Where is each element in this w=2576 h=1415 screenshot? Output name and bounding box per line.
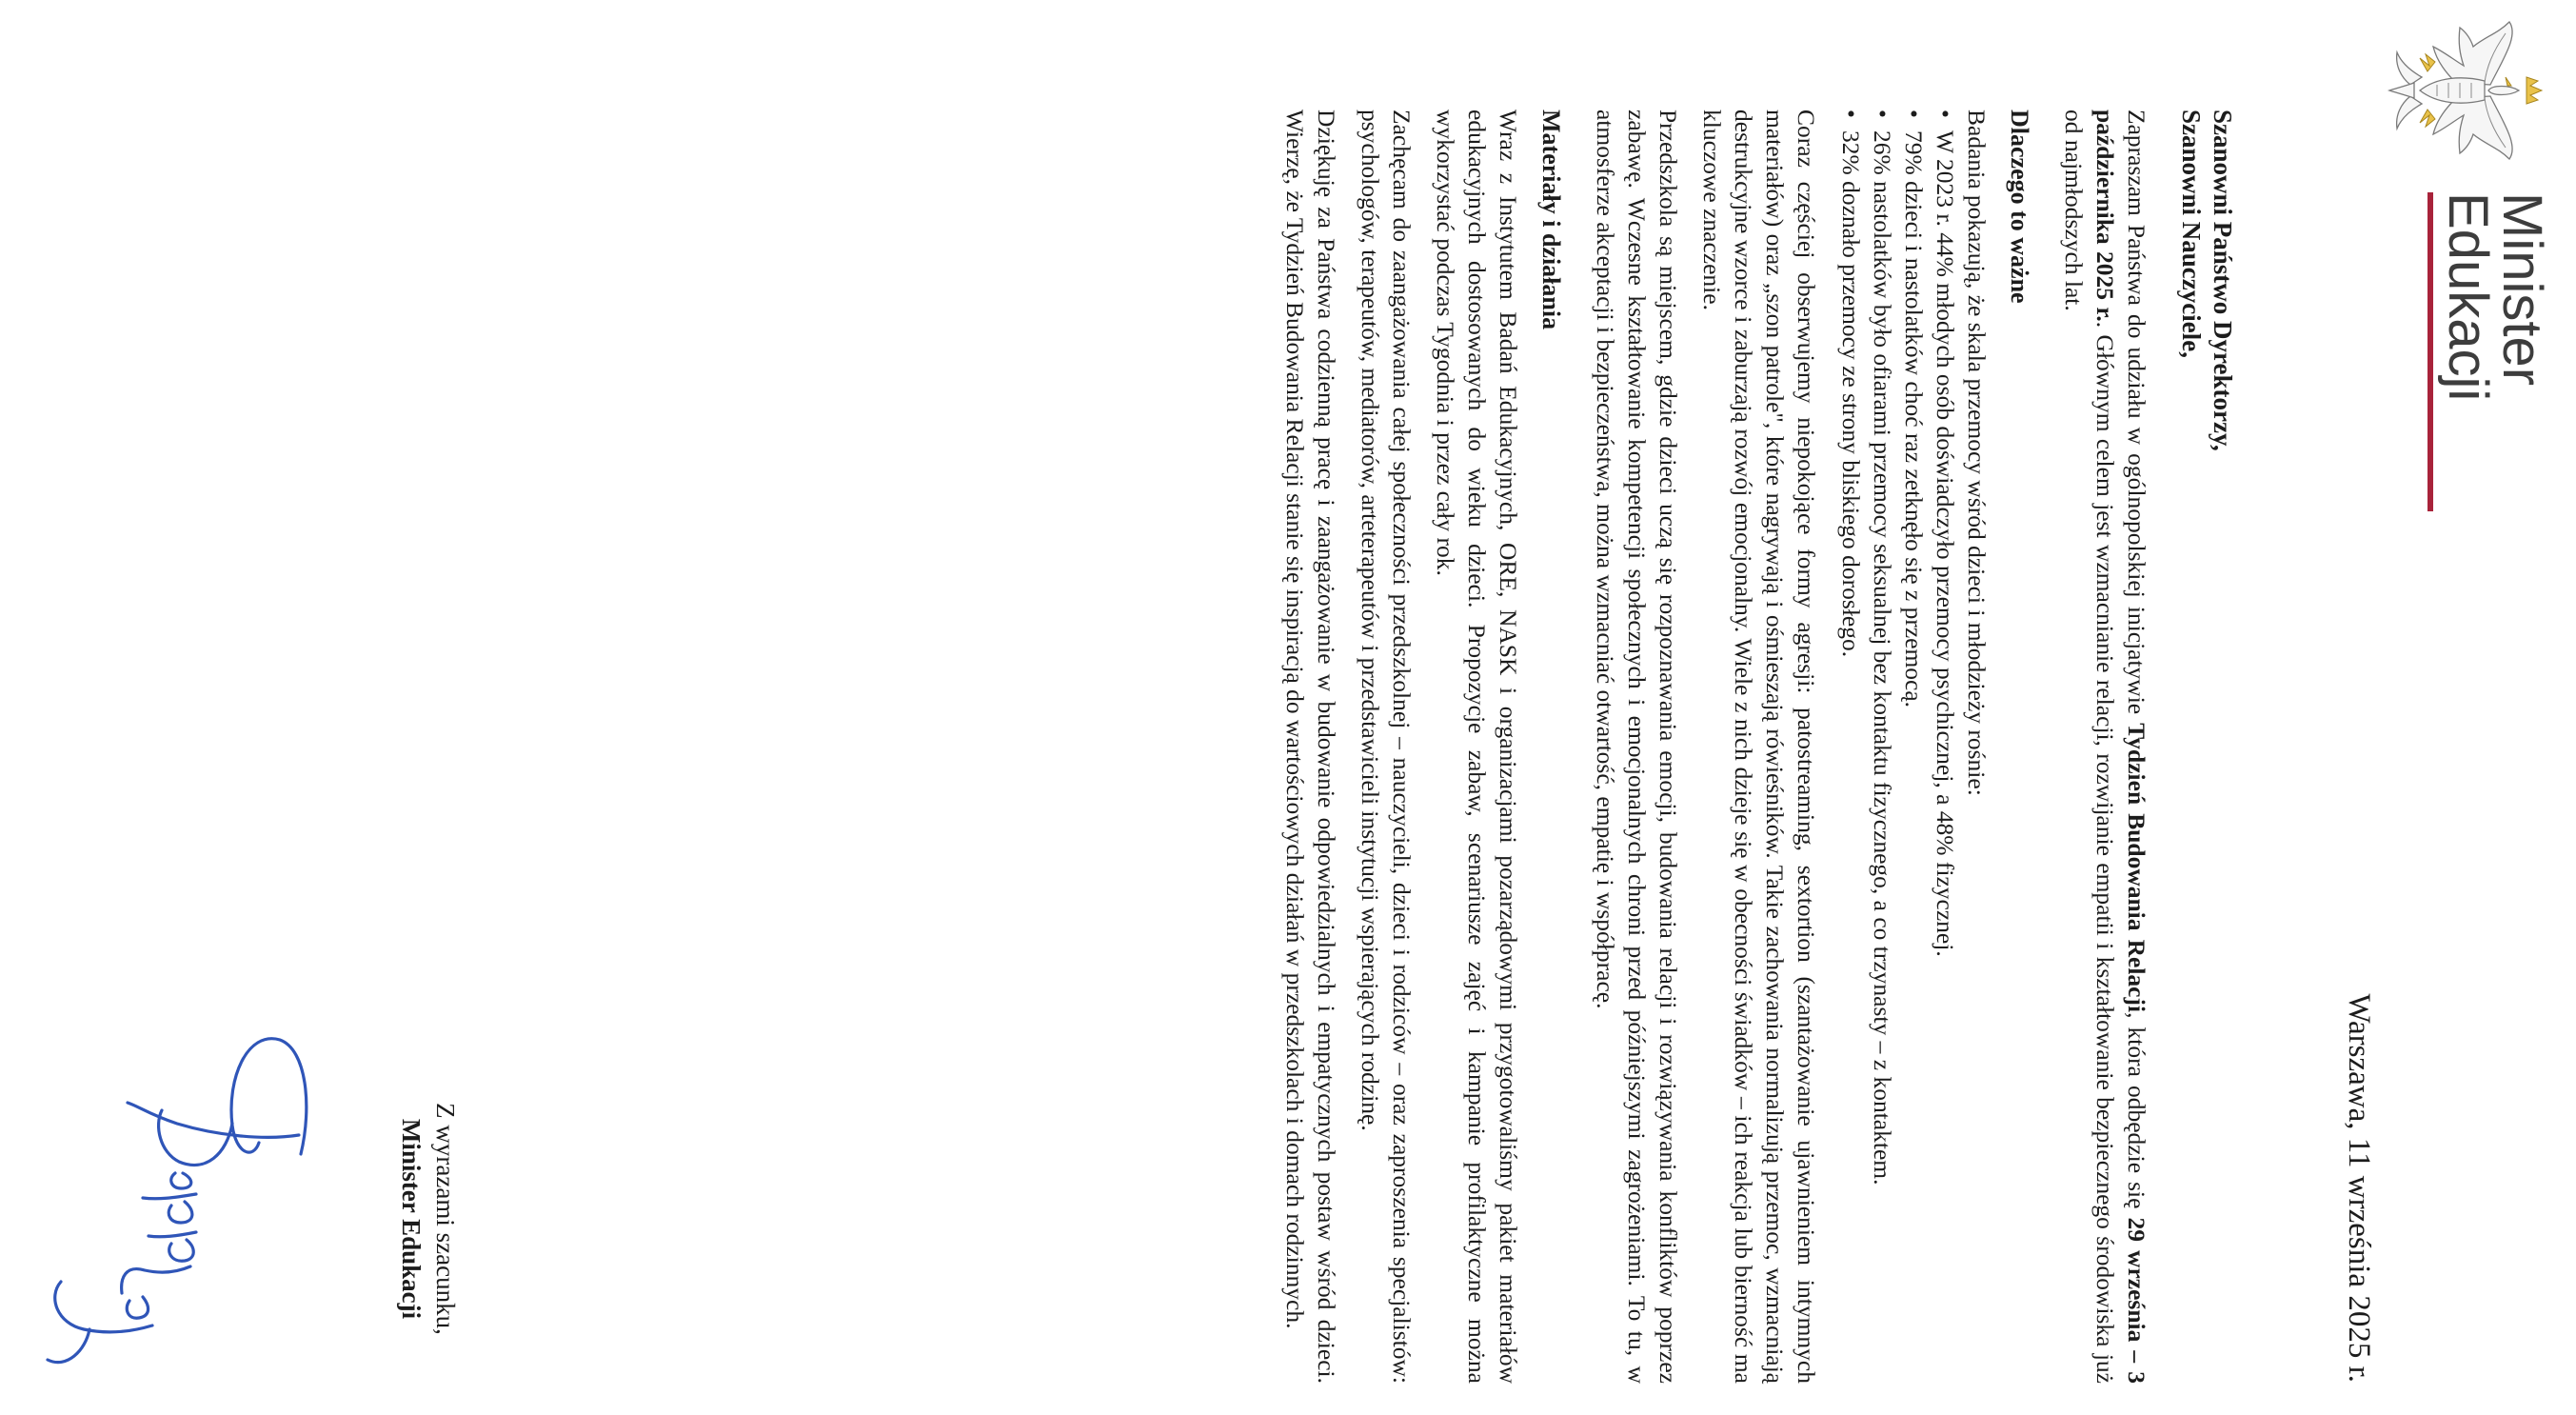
why-heading: Dlaczego to ważne xyxy=(2006,110,2033,304)
salutation-line-teachers: Szanowni Nauczyciele, xyxy=(2177,110,2206,358)
materials-heading: Materiały i działania xyxy=(1537,110,1565,330)
closing-block xyxy=(394,1047,463,1390)
salutation-line-directors: Szanowni Państwo Dyrektorzy, xyxy=(2209,110,2237,451)
closing-signatory-title: Minister Edukacji xyxy=(397,1118,426,1320)
intro-middle: , która odbędzie się xyxy=(2123,1012,2150,1218)
closing-regards: Z wyrazami szacunku, xyxy=(431,1103,460,1335)
salutation xyxy=(2175,110,2238,1384)
statistic-item: • W 2023 r. 44% młodych osób doświadczyło przemocy psychicznej, a 48% fizycznej. xyxy=(1930,110,1961,1384)
statistic-item: • 32% doznało przemocy ze strony bliskiego dorosłego. xyxy=(1835,110,1867,1384)
ministry-name: Minister Edukacji xyxy=(2437,192,2553,402)
statistic-item: • 79% dzieci i nastolatków choć raz zetknęło się z przemocą. xyxy=(1898,110,1930,1384)
intro-after: . Głównym celem jest wzmacnianie relacji, rozwijanie empatii i kształtowanie bezpiecznego środowiska już od najmłodszych lat. xyxy=(2060,110,2119,1384)
eagle-emblem-icon xyxy=(2386,14,2547,167)
statistics-list xyxy=(1835,110,1961,1384)
statistic-item: • 26% nastolatków było ofiarami przemocy seksualnej bez kontaktu fizycznego, a co trzynasty – z kontaktem. xyxy=(1867,110,1898,1384)
preschool-paragraph: Przedszkola są miejscem, gdzie dzieci uczą się rozpoznawania emocji, budowania relacji i rozwiązywania konfliktów poprzez zabawę. Wczesne kształtowanie kompetencji społecznych i emocjonalnych chroni przed późniejszymi zagrożeniami. To tu, w atmosferze akceptacji i bezpieczeństwa, można wzmacniać otwartość, empatię i współpracę. xyxy=(1592,110,1682,1384)
engagement-paragraph: Zachęcam do zaangażowania całej społeczności przedszkolnej – nauczycieli, dzieci i rodziców – oraz zaproszenia specjalistów: psychologów, terapeutów, mediatorów, arteterapeutów i przedstawicieli instytucji wspierających rodzinę. xyxy=(1357,110,1416,1384)
event-name: Tydzień Budowania Relacji xyxy=(2123,723,2150,1013)
letter-body xyxy=(1267,110,2238,1384)
why-lead: Badania pokazują, że skala przemocy wśród dzieci i młodzieży rośnie: xyxy=(1963,110,1991,796)
intro-before: Zapraszam Państwa do udziału w ogólnopolskiej inicjatywie xyxy=(2123,110,2150,724)
date-line: Warszawa, 11 września 2025 r. xyxy=(2342,993,2376,1383)
signature-icon xyxy=(25,1011,339,1411)
accent-bar xyxy=(2427,192,2433,511)
thanks-paragraph: Dziękuję za Państwa codzienną pracę i zaangażowanie w budowanie odpowiedzialnych i empatycznych postaw wśród dzieci. Wierzę, że Tydzień Budowania Relacji stanie się inspiracją do wartościowych działań w przedszkolach i domach rodzinnych. xyxy=(1281,110,1340,1384)
event-dates: 29 września – 3 października 2025 r. xyxy=(2091,110,2150,1385)
aggression-paragraph: Coraz częściej obserwujemy niepokojące formy agresji: patostreaming, sextortion (szantażowanie ujawnieniem intymnych materiałów) oraz „szon patrole", które nagrywają i ośmieszają rówieśników. Takie zachowania normalizują przemoc, wzmacniają destrukcyjne wzorce i zaburzają rozwój emocjonalny. Wiele z nich dzieje się w obecności świadków – ich reakcja lub bierność ma kluczowe znaczenie. xyxy=(1698,110,1820,1384)
materials-paragraph: Wraz z Instytutem Badań Edukacyjnych, ORE, NASK i organizacjami pozarządowymi przygotowaliśmy pakiet materiałów edukacyjnych dostosowanych do wieku dzieci. Propozycje zabaw, scenariusze zajęć i kampanie profilaktyczne można wykorzystać podczas Tygodnia i przez cały rok. xyxy=(1432,110,1522,1384)
intro-paragraph xyxy=(2058,110,2152,1384)
